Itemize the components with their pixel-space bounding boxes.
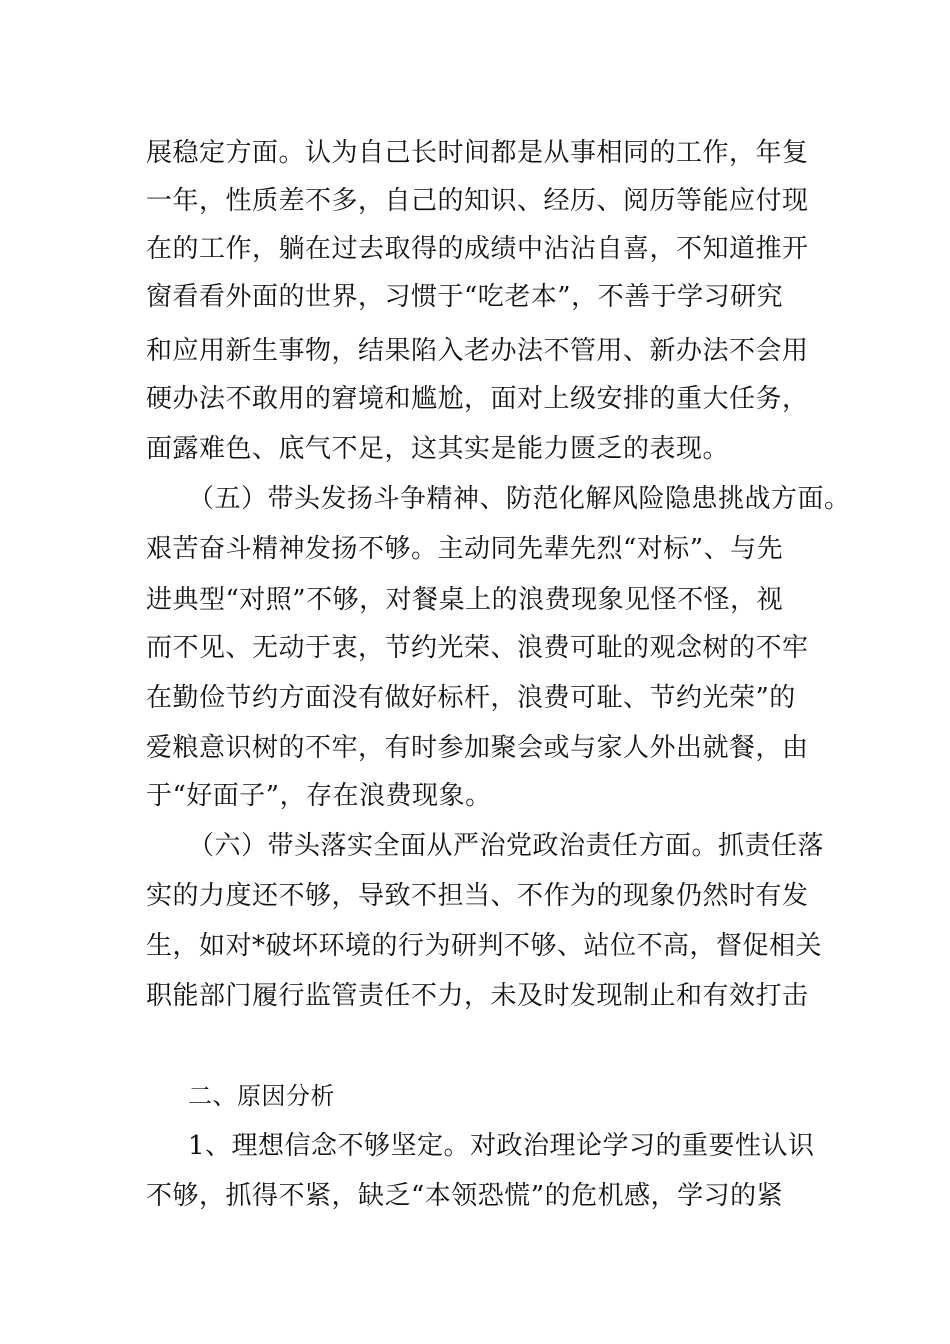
section-heading: 二、原因分析 [188, 1082, 335, 1110]
text-line-9: 艰苦奋斗精神发扬不够。主动同先辈先烈“对标”、与先 [146, 534, 784, 564]
text-line-16: 实的力度还不够，导致不担当、不作为的现象仍然时有发 [146, 881, 809, 911]
text-line-14: 于“好面子”，存在浪费现象。 [146, 781, 492, 811]
section-text-line-2: 不够，抓得不紧，缺乏“本领恐慌”的危机感，学习的紧 [146, 1181, 784, 1211]
text-line-11: 而不见、无动于衷，节约光荣、浪费可耻的观念树的不牢 [146, 633, 809, 663]
text-line-2: 一年，性质差不多，自己的知识、经历、阅历等能应付现 [146, 186, 809, 216]
paragraph-heading-six: （六）带头落实全面从严治党政治责任方面。抓责任落 [188, 831, 825, 861]
text-line-18: 职能部门履行监管责任不力，未及时发现制止和有效打击 [146, 981, 809, 1011]
text-line-6: 硬办法不敢用的窘境和尴尬，面对上级安排的重大任务， [146, 384, 809, 414]
text-line-3: 在的工作，躺在过去取得的成绩中沾沾自喜，不知道推开 [146, 234, 809, 264]
paragraph-heading-five: （五）带头发扬斗争精神、防范化解风险隐患挑战方面。 [188, 484, 851, 514]
text-line-13: 爱粮意识树的不牢，有时参加聚会或与家人外出就餐，由 [146, 733, 809, 763]
text-line-7: 面露难色、底气不足，这其实是能力匮乏的表现。 [146, 434, 730, 464]
section-text-line-1: 1、理想信念不够坚定。对政治理论学习的重要性认识 [188, 1131, 815, 1161]
text-line-1: 展稳定方面。认为自己长时间都是从事相同的工作，年复 [146, 138, 809, 168]
text-line-12: 在勤俭节约方面没有做好标杆，浪费可耻、节约光荣”的 [146, 683, 796, 713]
text-line-5: 和应用新生事物，结果陷入老办法不管用、新办法不会用 [146, 336, 809, 366]
text-line-10: 进典型“对照”不够，对餐桌上的浪费现象见怪不怪，视 [146, 585, 784, 615]
text-line-4: 窗看看外面的世界，习惯于“吃老本”，不善于学习研究 [146, 282, 784, 312]
text-line-17: 生，如对*破坏环境的行为研判不够、站位不高，督促相关 [146, 931, 823, 961]
